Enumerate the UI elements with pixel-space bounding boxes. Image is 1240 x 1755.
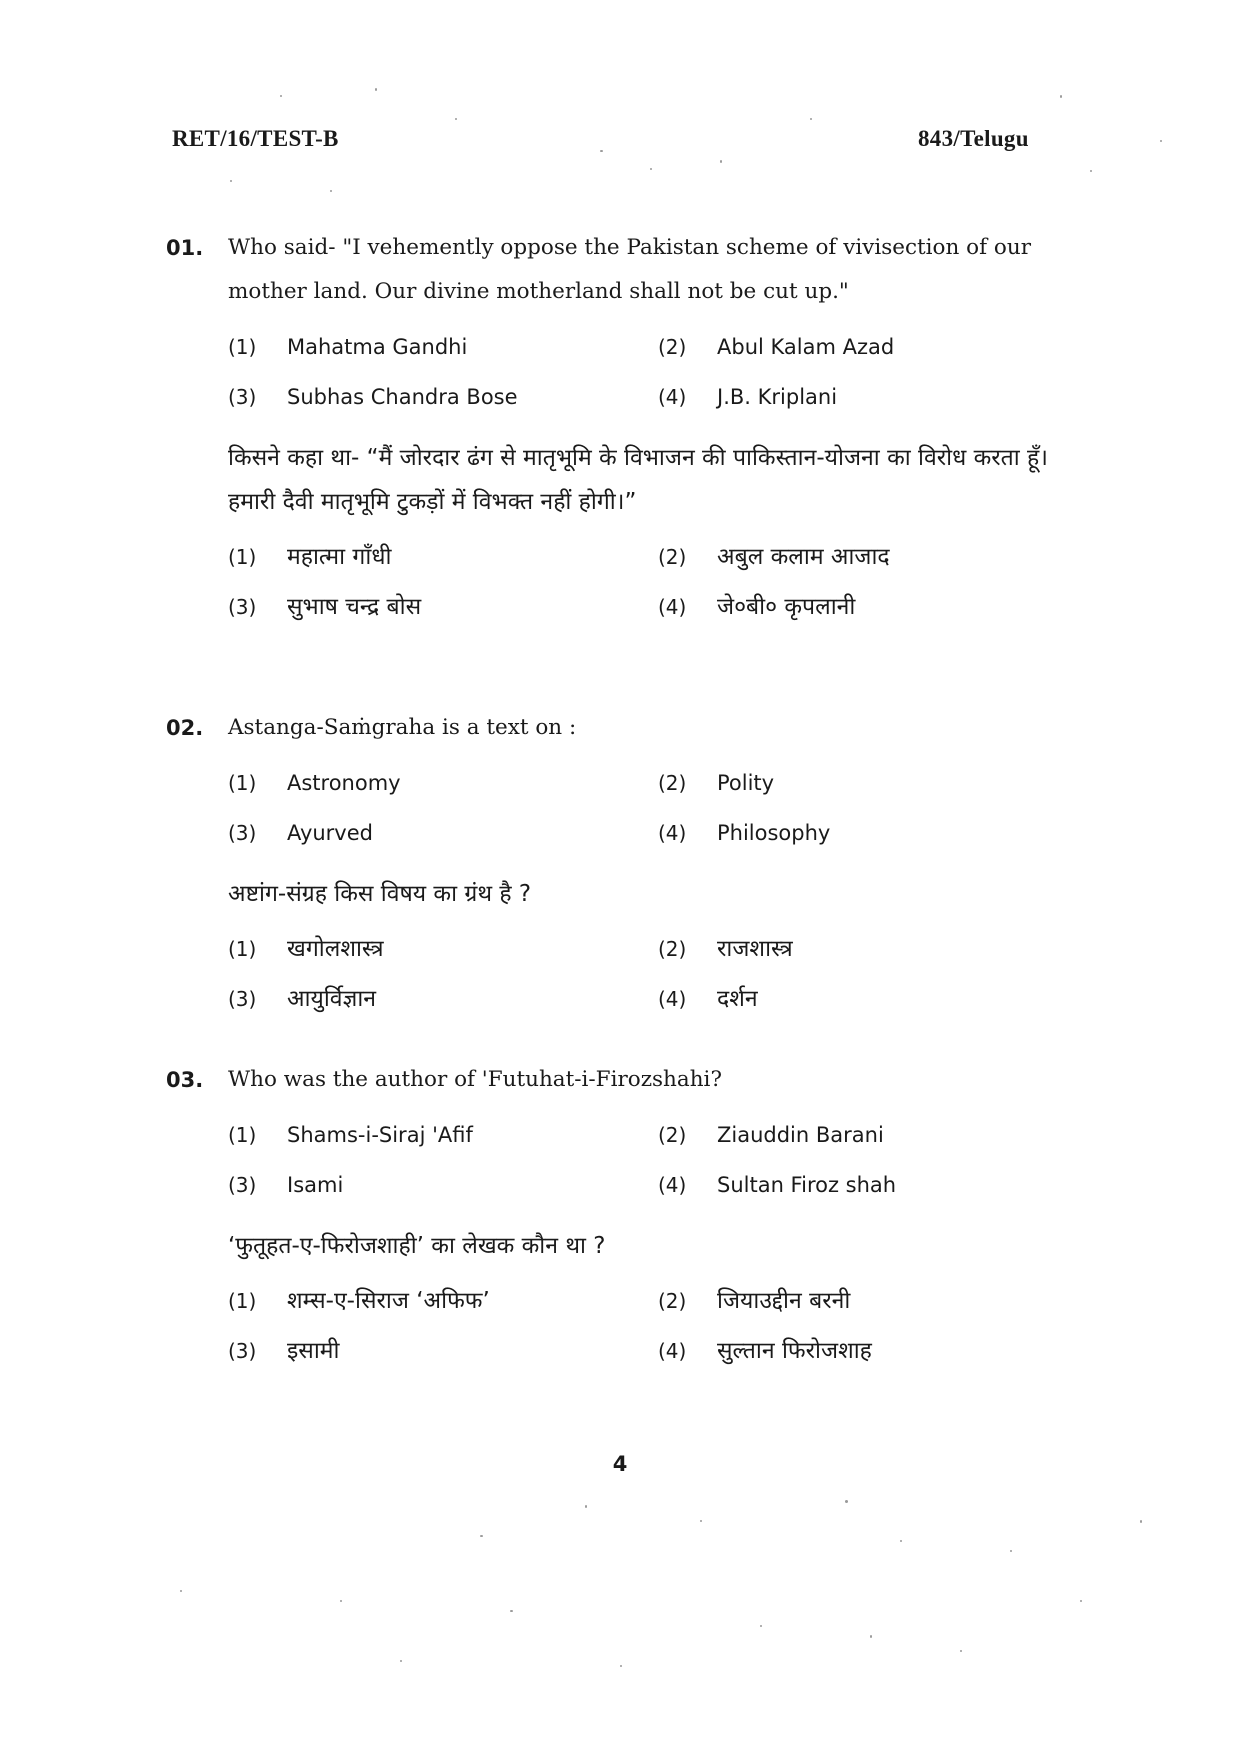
option-hi-3	[228, 1330, 658, 1372]
option-en-1	[228, 762, 658, 804]
question-text: Who was the author of 'Futuhat-i-Firozshahi?	[228, 1067, 722, 1092]
option-text: अबुल कलाम आजाद	[717, 544, 890, 570]
question-text: Who said- "I vehemently oppose the Pakistan scheme of vivisection of our mother land. Our divine motherland shall not be cut up."	[228, 235, 1031, 304]
option-hi-4	[658, 1330, 1088, 1372]
question-text-en	[166, 706, 1086, 750]
question-02	[166, 706, 1086, 1020]
option-text: Abul Kalam Azad	[717, 335, 895, 359]
option-hi-4	[658, 978, 1088, 1020]
question-number: 02.	[166, 716, 204, 740]
option-text: सुल्तान फिरोजशाह	[717, 1338, 872, 1364]
option-text: Philosophy	[717, 821, 831, 845]
option-en-2	[658, 1114, 1088, 1156]
option-text: आयुर्विज्ञान	[287, 986, 377, 1012]
option-text: Sultan Firoz shah	[717, 1173, 897, 1197]
option-en-2	[658, 762, 1088, 804]
options-en	[228, 762, 1086, 854]
option-text: शम्स-ए-सिराज ‘अफिफ’	[287, 1288, 490, 1314]
option-number: (3)	[228, 987, 257, 1011]
option-number: (2)	[658, 545, 687, 569]
option-hi-2	[658, 536, 1088, 578]
question-text-en	[166, 1058, 1086, 1102]
option-number: (3)	[228, 1173, 257, 1197]
option-number: (1)	[228, 937, 257, 961]
question-number: 01.	[166, 236, 204, 260]
question-number: 03.	[166, 1068, 204, 1092]
option-text: इसामी	[287, 1338, 340, 1364]
exam-code: RET/16/TEST-B	[172, 126, 339, 151]
question-text-hi: अष्टांग-संग्रह किस विषय का ग्रंथ है ?	[228, 881, 532, 907]
option-number: (4)	[658, 821, 687, 845]
option-text: Ziauddin Barani	[717, 1123, 884, 1147]
option-text: महात्मा गाँधी	[287, 544, 392, 570]
option-en-1	[228, 1114, 658, 1156]
options-hi	[228, 928, 1086, 1020]
option-number: (2)	[658, 937, 687, 961]
option-number: (4)	[658, 385, 687, 409]
option-number: (2)	[658, 771, 687, 795]
option-text: Subhas Chandra Bose	[287, 385, 518, 409]
option-number: (2)	[658, 335, 687, 359]
options-en	[228, 326, 1086, 418]
option-text: Polity	[717, 771, 775, 795]
option-text: खगोलशास्त्र	[287, 936, 384, 962]
option-en-2	[658, 326, 1088, 368]
option-text: J.B. Kriplani	[717, 385, 838, 409]
option-en-4	[658, 1164, 1088, 1206]
option-number: (1)	[228, 771, 257, 795]
option-hi-3	[228, 586, 658, 628]
question-01	[166, 226, 1086, 628]
option-number: (3)	[228, 385, 257, 409]
option-number: (3)	[228, 595, 257, 619]
question-03	[166, 1058, 1086, 1372]
option-en-1	[228, 326, 658, 368]
option-text: जे०बी० कृपलानी	[717, 594, 856, 620]
option-number: (1)	[228, 1289, 257, 1313]
option-number: (3)	[228, 1339, 257, 1363]
option-number: (1)	[228, 545, 257, 569]
option-number: (4)	[658, 595, 687, 619]
question-text: Astanga-Saṁgraha is a text on :	[228, 715, 577, 740]
option-en-4	[658, 376, 1088, 418]
option-number: (1)	[228, 1123, 257, 1147]
option-text: दर्शन	[717, 986, 758, 1012]
option-number: (2)	[658, 1123, 687, 1147]
option-number: (3)	[228, 821, 257, 845]
option-number: (1)	[228, 335, 257, 359]
option-en-3	[228, 1164, 658, 1206]
options-hi	[228, 536, 1086, 628]
question-text-en	[166, 226, 1086, 314]
option-text: Isami	[287, 1173, 344, 1197]
option-number: (2)	[658, 1289, 687, 1313]
option-hi-4	[658, 586, 1088, 628]
option-hi-2	[658, 928, 1088, 970]
option-hi-1	[228, 928, 658, 970]
page-number: 4	[612, 1452, 628, 1476]
option-number: (4)	[658, 1173, 687, 1197]
option-text: जियाउद्दीन बरनी	[717, 1288, 851, 1314]
option-en-4	[658, 812, 1088, 854]
option-hi-1	[228, 536, 658, 578]
option-number: (4)	[658, 1339, 687, 1363]
option-text: Astronomy	[287, 771, 401, 795]
option-hi-3	[228, 978, 658, 1020]
option-hi-2	[658, 1280, 1088, 1322]
option-en-3	[228, 812, 658, 854]
option-en-3	[228, 376, 658, 418]
option-hi-1	[228, 1280, 658, 1322]
options-en	[228, 1114, 1086, 1206]
question-text-hi: ‘फुतूहत-ए-फिरोजशाही’ का लेखक कौन था ?	[228, 1233, 606, 1259]
question-text-hi: किसने कहा था- “मैं जोरदार ढंग से मातृभूमि के विभाजन की पाकिस्तान-योजना का विरोध करता हूँ। हमारी दैवी मातृभूमि टुकड़ों में विभक्त नहीं होगी।”	[228, 445, 1048, 515]
option-text: Mahatma Gandhi	[287, 335, 468, 359]
option-number: (4)	[658, 987, 687, 1011]
option-text: Ayurved	[287, 821, 373, 845]
option-text: सुभाष चन्द्र बोस	[287, 594, 422, 620]
options-hi	[228, 1280, 1086, 1372]
option-text: राजशास्त्र	[717, 936, 793, 962]
option-text: Shams-i-Siraj 'Afif	[287, 1123, 473, 1147]
paper-code: 843/Telugu	[918, 126, 1029, 151]
